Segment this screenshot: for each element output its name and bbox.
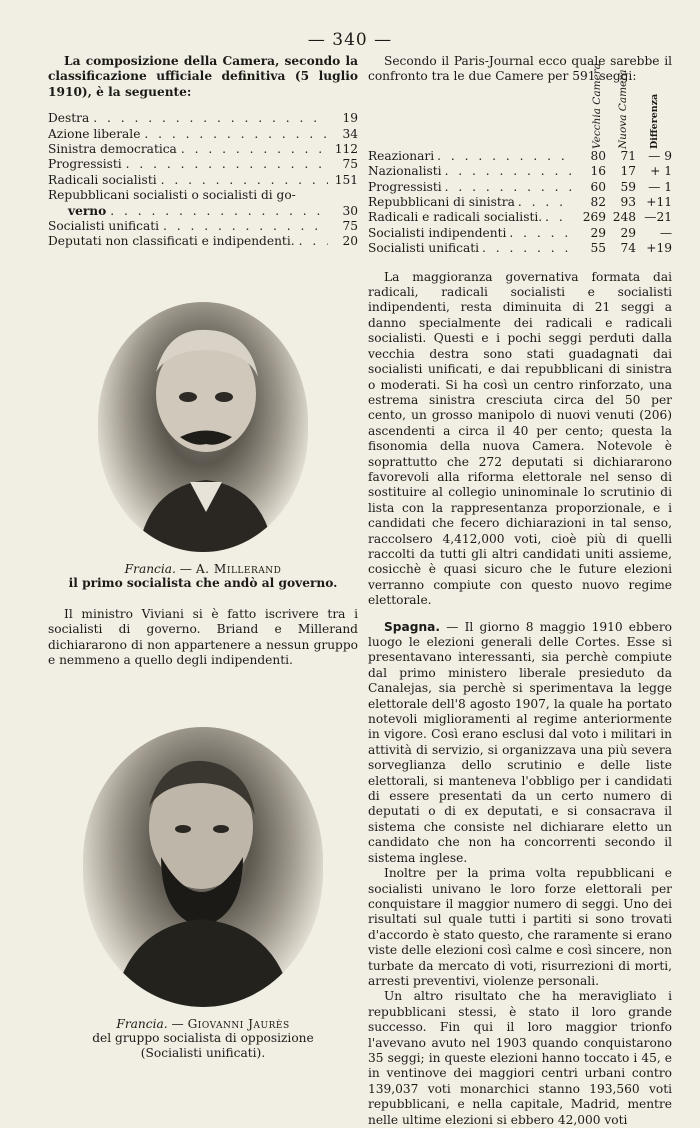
composition-row: Repubblicani socialisti o socialisti di go- [48,188,296,203]
table-row: Nazionalisti . . . 16 17 + 1 [368,164,672,179]
table-row: Radicali e radicali socialisti. . . . 269 248 —21 [368,210,672,225]
majority-paragraph: La maggioranza governativa formata dai radicali, radicali socialisti e socialisti indipendenti, resta diminuita di 21 seggi a danno specialmente dei radicali e radicali socialisti. Questi e i pochi seggi perduti dalla vecchia destra sono stati guadagnati dai socialisti unificati, e dai repubblicani di sinistra o moderati. Si ha così un centro rinforzato, una estrema sinistra cresciuta circa del 50 per cento, un grosso manipolo di nuovi venuti (206) ascendenti a circa il 40 per cento; questa la fisonomia della nuova Camera. Notevole è soprattutto che 272 deputati si dichiararono favorevoli alla riforma elettorale nel senso di sostituire al collegio uninominale lo scrutinio di lista con la rappresentanza proporzionale, e i candidati che fecero dichiarazioni in tal senso, raccolsero 4,412,000 voti, cioè più di quelli raccolti da tutti gli altri candidati uniti assieme, cosicchè è quasi sicuro che le future elezioni verranno compiute con questo nuovo regime elettorale. [368,269,672,608]
left-column [48,54,358,1060]
composition-row: verno . . . 30 [48,204,358,219]
table-row: Repubblicani di sinistra . . . 82 93 +11 [368,195,672,210]
millerand-caption: Francia. — A. Millerand il primo socialista che andò al governo. [68,561,338,591]
composition-intro: La composizione della Camera, secondo la classificazione ufficiale definitiva (5 luglio 1910), è la seguente: [48,54,358,99]
right-column [368,54,672,1128]
jaures-caption: Francia. — Giovanni Jaurès del gruppo socialista di opposizione (Socialisti unificati). [92,1016,314,1060]
table-row: Reazionari . . . 80 71 — 9 [368,149,672,164]
millerand-portrait [98,302,308,552]
column-header: Nuova Camera [617,69,629,149]
altro-paragraph: Un altro risultato che ha meravigliato i repubblicani stessi, è stato il loro grande successo. Fin qui il loro maggior trionfo l'avevano avuto nel 1903 quando conquistarono 35 seggi; in queste elezioni hanno toccato i 45, e in ventinove dei maggiori centri urbani contro 139,037 voti monarchici stanno 193,560 voti repubblicani, e nella capitale, Madrid, mentre nelle ultime elezioni si ebbero 42,000 voti [368,989,672,1127]
page-number: — 340 — [307,30,393,50]
spagna-paragraph: Spagna. — Il giorno 8 maggio 1910 ebbero luogo le elezioni generali delle Cortes. Esse si presentavano interessanti, sia perchè compiute dal primo ministero liberale presieduto da Canalejas, sia perchè si sperimentava la legge elettorale dell'8 agosto 1907, la quale ha portato notevoli miglioramenti al regime anteriormente in vigore. Così erano esclusi dal voto i militari in attività di servizio, si organizzava una più severa sorveglianza dello scrutinio e delle liste elettorali, si manteneva l'obbligo per i candidati di essere presentati da un certo numero di deputati o di ex deputati, e si consacrava il sistema che consiste nel dichiarare eletto un candidato che non ha concorrenti secondo il sistema inglese. [368,619,673,865]
column-header: Vecchia Camera [591,62,603,149]
jaures-portrait [83,727,323,1007]
portrait-figure-icon [83,727,323,1007]
composition-row: Socialisti unificati . . . 75 [48,219,358,234]
composition-row: Deputati non classificati e indipendenti. . . . 20 [48,234,358,249]
composition-row: Sinistra democratica . . . 112 [48,142,358,157]
table-row: Progressisti . . . 60 59 — 1 [368,180,672,195]
comparison-intro: Secondo il Paris-Journal ecco quale sarebbe il confronto tra le due Camere per 591 seggi: [368,54,672,84]
table-row: Socialisti unificati . . . 55 74 +19 [368,241,672,256]
composition-row: Progressisti . . . 75 [48,157,358,172]
inoltre-paragraph: Inoltre per la prima volta repubblicani e socialisti univano le loro forze elettorali per conquistare il maggior numero di seggi. Uno dei risultati sul quale tutti i partiti si sono trovati d'accordo è stato questo, che raramente si erano viste delle elezioni così calme e così sincere, non turbate da mercato di voti, risurrezioni di morti, arresti preventivi, violenze personali. [368,866,672,988]
spagna-heading: Spagna. [384,619,440,634]
column-header: Differenza [649,93,660,149]
composition-list [48,111,358,250]
composition-row: Radicali socialisti . . . 151 [48,173,358,188]
composition-row: Azione liberale . . . 34 [48,127,358,142]
composition-row: Destra . . . 19 [48,111,358,126]
table-row: Socialisti indipendenti . . . 29 29 — [368,226,672,241]
portrait-figure-icon [98,302,308,552]
viviani-paragraph: Il ministro Viviani si è fatto iscrivere tra i socialisti di governo. Briand e Millerand dichiararono di non appartenere a nessun gruppo e nemmeno a quello degli indipendenti. [48,606,358,668]
